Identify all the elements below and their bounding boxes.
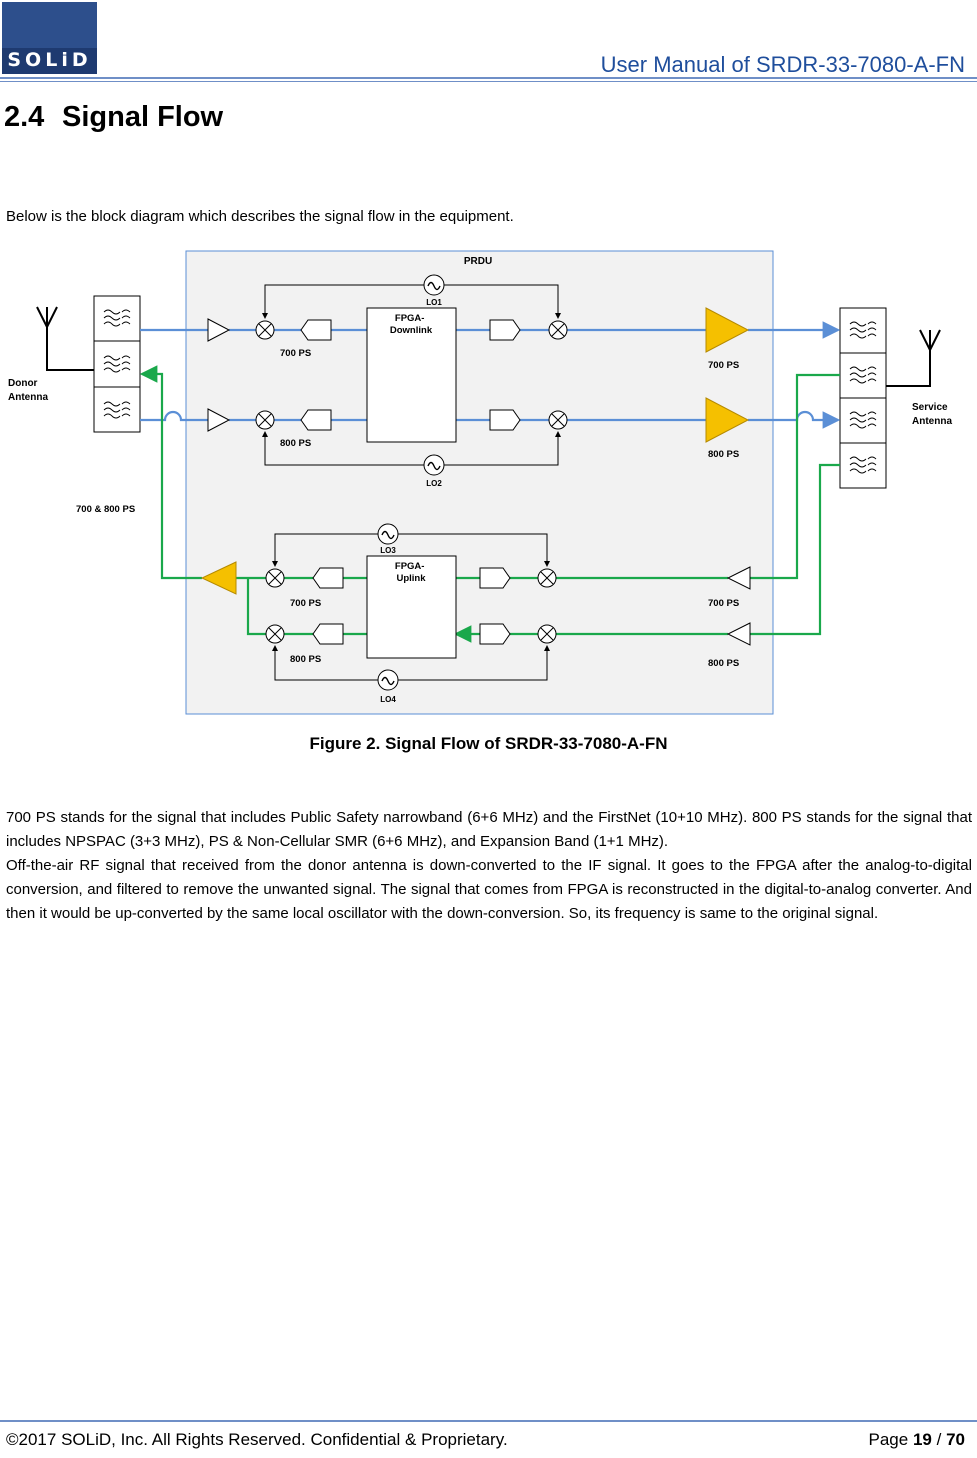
- ul-800-left-label: 800 PS: [290, 654, 322, 665]
- paragraph: 700 PS stands for the signal that includes Public Safety narrowband (6+6 MHz) and the FirstNet (10+10 MHz). 800 PS stands for the signal that includes NPSPAC (3+3 MHz), PS & Non-Cellular SMR (6+6 MHz), and Expansion Band (1+1 MHz).: [6, 809, 972, 850]
- page-number: [869, 1430, 965, 1450]
- service-antenna-icon: [886, 330, 940, 386]
- ul-800-right-label: 800 PS: [708, 658, 740, 669]
- section-title: Signal Flow: [62, 101, 224, 133]
- header-rule-thin: [0, 81, 977, 82]
- body-text: [6, 806, 972, 926]
- paragraph: Off-the-air RF signal that received from the donor antenna is down-converted to the IF signal. It goes to the FPGA after the analog-to-digital conversion, and filtered to remove the unwanted signal. The signal that comes from FPGA is reconstructed in the digital-to-analog converter. And then it would be up-converted by the same local oscillator with the down-conversion. So, its frequency is same to the original signal.: [6, 857, 972, 922]
- service-antenna-label: Service Antenna: [912, 402, 952, 427]
- dl-700-left-label: 700 PS: [280, 348, 312, 359]
- donor-filter-bank: [94, 296, 140, 432]
- footer-rule: [0, 1420, 977, 1422]
- ul-700-left-label: 700 PS: [290, 598, 322, 609]
- prdu-panel: [186, 251, 773, 714]
- figure-caption: Figure 2. Signal Flow of SRDR-33-7080-A-FN: [309, 734, 668, 753]
- dl-700-right-label: 700 PS: [708, 360, 740, 371]
- fpga-uplink-label: FPGA- Uplink: [394, 561, 426, 584]
- lo2-label: LO2: [426, 479, 442, 488]
- signal-flow-diagram: [0, 240, 977, 720]
- service-filter-bank: [840, 308, 886, 488]
- donor-antenna-icon: [37, 307, 94, 370]
- lo1-label: LO1: [426, 298, 442, 307]
- header-rule: [0, 77, 977, 79]
- page-separator: /: [936, 1430, 942, 1449]
- solid-logo: [2, 2, 97, 74]
- page-current: 19: [912, 1430, 932, 1449]
- lo3-label: LO3: [380, 546, 396, 555]
- donor-antenna-label: Donor Antenna: [8, 378, 48, 403]
- fpga-downlink-label: FPGA- Downlink: [389, 313, 433, 336]
- copyright-text: ©2017 SOLiD, Inc. All Rights Reserved. Confidential & Proprietary.: [6, 1430, 508, 1449]
- intro-text: Below is the block diagram which describes the signal flow in the equipment.: [6, 208, 514, 225]
- logo-text: SOLiD: [7, 49, 92, 71]
- document-title: User Manual of SRDR-33-7080-A-FN: [600, 52, 965, 77]
- dl-800-left-label: 800 PS: [280, 438, 312, 449]
- page-total: 70: [946, 1430, 965, 1449]
- ul-700-right-label: 700 PS: [708, 598, 740, 609]
- prdu-label: PRDU: [463, 256, 493, 267]
- dl-800-right-label: 800 PS: [708, 449, 740, 460]
- combined-band-label: 700 & 800 PS: [76, 504, 136, 515]
- lo4-label: LO4: [380, 695, 396, 704]
- page-prefix: Page: [868, 1430, 909, 1449]
- section-number: 2.4: [4, 101, 45, 133]
